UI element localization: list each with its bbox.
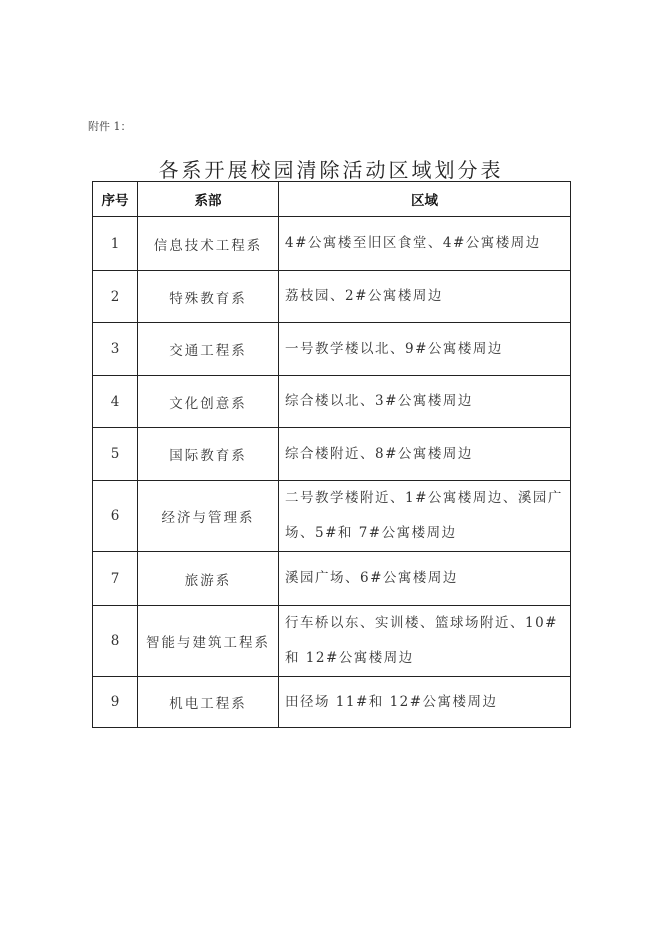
row-number: 5 — [93, 428, 138, 481]
attachment-label: 附件 1： — [88, 120, 132, 133]
table-row — [93, 271, 571, 323]
header-area: 区域 — [279, 182, 571, 217]
row-number: 7 — [93, 552, 138, 606]
row-area: 二号教学楼附近、1#公寓楼周边、溪园广场、5#和 7#公寓楼周边 — [279, 481, 571, 552]
row-number: 9 — [93, 677, 138, 728]
row-number: 8 — [93, 606, 138, 677]
row-number: 4 — [93, 376, 138, 428]
row-department: 智能与建筑工程系 — [138, 606, 279, 677]
header-number: 序号 — [93, 182, 138, 217]
row-department: 国际教育系 — [138, 428, 279, 481]
row-department: 机电工程系 — [138, 677, 279, 728]
row-area: 一号教学楼以北、9#公寓楼周边 — [279, 323, 571, 376]
table-row — [93, 481, 571, 552]
area-assignment-table — [92, 181, 571, 728]
row-department: 交通工程系 — [138, 323, 279, 376]
row-area: 综合楼附近、8#公寓楼周边 — [279, 428, 571, 481]
row-department: 文化创意系 — [138, 376, 279, 428]
row-area: 4#公寓楼至旧区食堂、4#公寓楼周边 — [279, 217, 571, 271]
row-area: 田径场 11#和 12#公寓楼周边 — [279, 677, 571, 728]
table-header-row — [93, 182, 571, 217]
table-row — [93, 606, 571, 677]
header-department: 系部 — [138, 182, 279, 217]
row-department: 旅游系 — [138, 552, 279, 606]
row-area: 行车桥以东、实训楼、篮球场附近、10#和 12#公寓楼周边 — [279, 606, 571, 677]
table-row — [93, 552, 571, 606]
row-department: 特殊教育系 — [138, 271, 279, 323]
table-row — [93, 428, 571, 481]
row-number: 2 — [93, 271, 138, 323]
row-number: 3 — [93, 323, 138, 376]
row-number: 6 — [93, 481, 138, 552]
row-area: 溪园广场、6#公寓楼周边 — [279, 552, 571, 606]
document-title: 各系开展校园清除活动区域划分表 — [158, 158, 504, 182]
table-row — [93, 376, 571, 428]
row-area: 荔枝园、2#公寓楼周边 — [279, 271, 571, 323]
table-row — [93, 323, 571, 376]
table-row — [93, 217, 571, 271]
row-department: 信息技术工程系 — [138, 217, 279, 271]
table-row — [93, 677, 571, 728]
row-area: 综合楼以北、3#公寓楼周边 — [279, 376, 571, 428]
row-department: 经济与管理系 — [138, 481, 279, 552]
row-number: 1 — [93, 217, 138, 271]
